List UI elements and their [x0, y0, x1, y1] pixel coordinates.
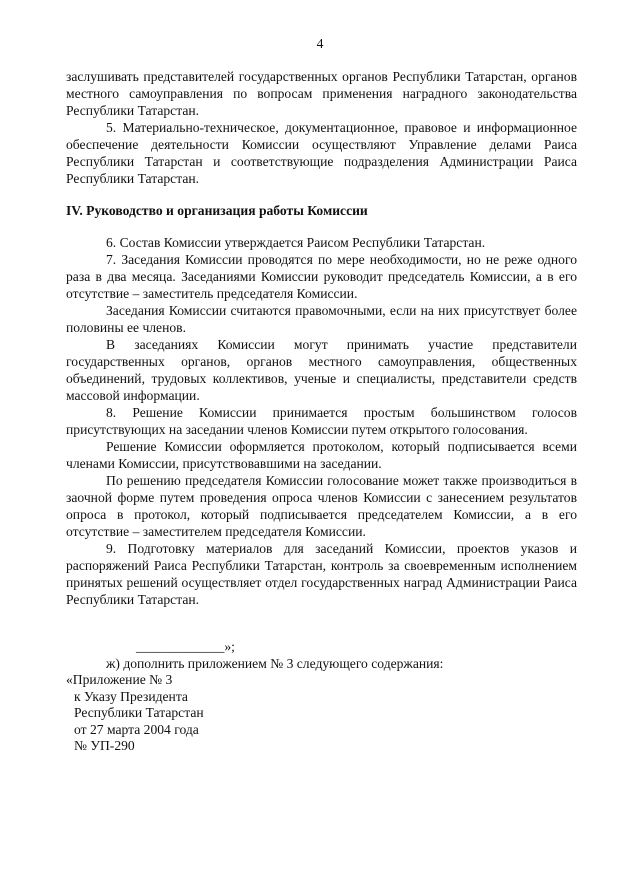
addendum-line: от 27 марта 2004 года — [74, 721, 199, 737]
document-body — [66, 68, 577, 755]
addendum-line: «Приложение № 3 — [66, 672, 173, 687]
paragraph: Заседания Комиссии считаются правомочными, если на них присутствует более половины ее членов. — [66, 303, 577, 335]
addendum-line: к Указу Президента — [74, 688, 188, 704]
paragraph: Решение Комиссии оформляется протоколом, который подписывается всеми членами Комиссии, присутствовавшими на заседании. — [66, 439, 577, 471]
paragraph: 6. Состав Комиссии утверждается Раисом Республики Татарстан. — [106, 235, 486, 250]
page-number: 4 — [316, 36, 324, 51]
paragraph: В заседаниях Комиссии могут принимать участие представители государственных органов, органов местного самоуправления, общественных объединений, трудовых коллективов, ученые и специалисты, представители средств массовой информации. — [66, 337, 577, 403]
addendum-block — [66, 672, 577, 755]
addendum-line: № УП-290 — [74, 738, 135, 753]
paragraph: 9. Подготовку материалов для заседаний Комиссии, проектов указов и распоряжений Раиса Республики Татарстан, контроль за своевременным исполнением принятых решений осуществляет отдел государственных наград Администрации Раиса Республики Татарстан. — [66, 541, 577, 607]
paragraph: 7. Заседания Комиссии проводятся по мере необходимости, но не реже одного раза в два месяца. Заседаниями Комиссии руководит председатель Комиссии, а в его отсутствие – заместитель председателя Комиссии. — [66, 252, 577, 301]
paragraph: заслушивать представителей государственных органов Республики Татарстан, органов местного самоуправления по вопросам применения наградного законодательства Республики Татарстан. — [66, 69, 577, 118]
section-heading: IV. Руководство и организация работы Комиссии — [66, 203, 368, 218]
paragraph: По решению председателя Комиссии голосование может также производиться в заочной форме путем проведения опроса членов Комиссии с занесением результатов опроса в протокол, который подписывается председателем Комиссии, а в его отсутствие – заместителем председателя Комиссии. — [66, 473, 577, 539]
paragraph: 5. Материально-техническое, документационное, правовое и информационное обеспечение деятельности Комиссии осуществляют Управление делами Раиса Республики Татарстан и соответствующие подразделения Администрации Раиса Республики Татарстан. — [66, 120, 577, 186]
closing-line: _____________»; — [136, 639, 235, 654]
instruction-line: ж) дополнить приложением № 3 следующего содержания: — [106, 656, 444, 671]
paragraph: 8. Решение Комиссии принимается простым большинством голосов присутствующих на заседании членов Комиссии путем открытого голосования. — [66, 405, 577, 437]
addendum-line: Республики Татарстан — [74, 705, 204, 720]
